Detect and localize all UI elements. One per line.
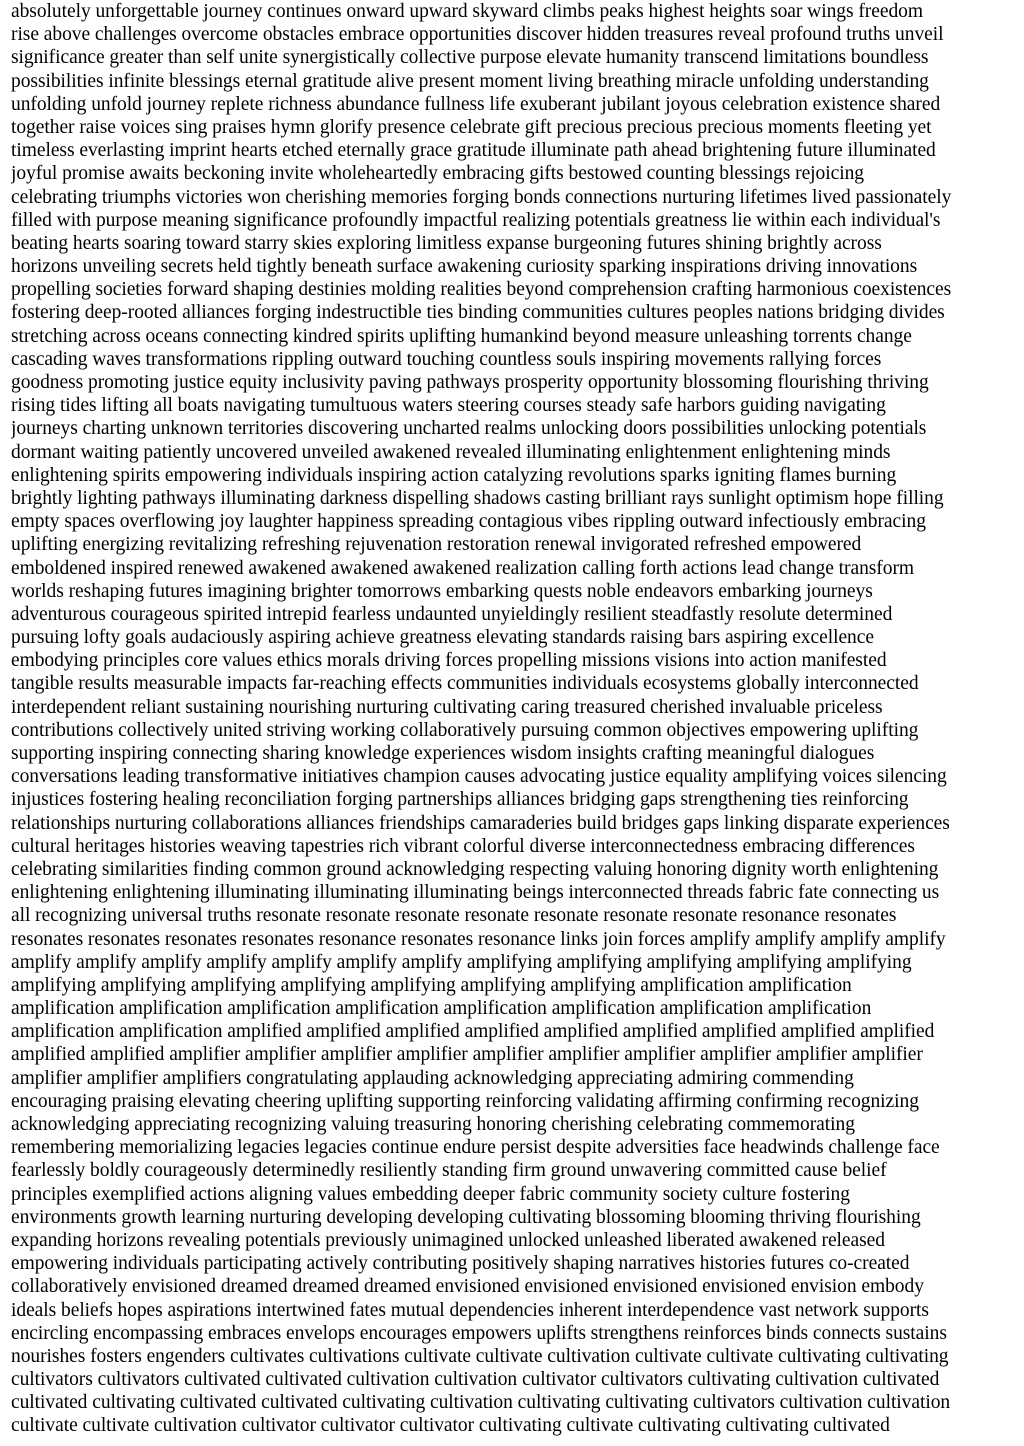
text-line: journeys charting unknown territories discovering uncharted realms unlocking doors possibilities unlocking potentials — [11, 418, 927, 440]
text-line: propelling societies forward shaping destinies molding realities beyond comprehension crafting harmonious coexistences — [11, 279, 952, 301]
text-line: cultivate cultivate cultivation cultivator cultivator cultivator cultivating cultivate cultivating cultivating cultivated — [11, 1415, 890, 1437]
text-line: stretching across oceans connecting kindred spirits uplifting humankind beyond measure unleashing torrents change — [11, 325, 912, 347]
text-line: collaboratively envisioned dreamed dreamed dreamed envisioned envisioned envisioned envisioned envision embody — [11, 1276, 924, 1298]
text-line: rise above challenges overcome obstacles embrace opportunities discover hidden treasures reveal profound truths unveil — [11, 24, 944, 46]
text-line: resonates resonates resonates resonates resonance resonates resonance links join forces amplify amplify amplify amplify — [11, 928, 946, 950]
text-line: filled with purpose meaning significance profoundly impactful realizing potentials greatness lie within each individual's — [11, 209, 941, 231]
text-line: embodying principles core values ethics morals driving forces propelling missions visions into action manifested — [11, 650, 887, 672]
text-line: beating hearts soaring toward starry skies exploring limitless expanse burgeoning futures shining brightly across — [11, 232, 882, 254]
text-line: cascading waves transformations rippling outward touching countless souls inspiring movements rallying forces — [11, 348, 882, 370]
text-line: remembering memorializing legacies legacies continue endure persist despite adversities face headwinds challenge face — [11, 1137, 940, 1159]
text-line: celebrating similarities finding common ground acknowledging respecting valuing honoring dignity worth enlightening — [11, 858, 939, 880]
text-line: nourishes fosters engenders cultivates cultivations cultivate cultivate cultivation cultivate cultivate cultivating cultivating — [11, 1345, 949, 1367]
text-line: celebrating triumphs victories won cherishing memories forging bonds connections nurturing lifetimes lived passionately — [11, 186, 952, 208]
text-line: uplifting energizing revitalizing refreshing rejuvenation restoration renewal invigorated refreshed empowered — [11, 534, 862, 556]
text-line: injustices fostering healing reconciliation forging partnerships alliances bridging gaps strengthening ties reinforcing — [11, 789, 909, 811]
text-line: significance greater than self unite synergistically collective purpose elevate humanity transcend limitations boundless — [11, 47, 929, 69]
text-line: cultural heritages histories weaving tapestries rich vibrant colorful diverse interconnectedness embracing differences — [11, 835, 915, 857]
text-line: joyful promise awaits beckoning invite wholeheartedly embracing gifts bestowed counting blessings rejoicing — [11, 163, 864, 185]
text-line: tangible results measurable impacts far-reaching effects communities individuals ecosystems globally interconnected — [11, 673, 919, 695]
text-line: goodness promoting justice equity inclusivity paving pathways prosperity opportunity blossoming flourishing thriving — [11, 372, 929, 393]
text-line: principles exemplified actions aligning values embedding deeper fabric community society culture fostering — [11, 1183, 850, 1205]
text-line: unfolding unfold journey replete richness abundance fullness life exuberant jubilant joyous celebration existence shared — [11, 93, 941, 115]
text-line: horizons unveiling secrets held tightly beneath surface awakening curiosity sparking inspirations driving innovations — [11, 256, 918, 278]
text-line: interdependent reliant sustaining nourishing nurturing cultivating caring treasured cherished invaluable priceless — [11, 696, 883, 718]
text-line: encouraging praising elevating cheering uplifting supporting reinforcing validating affirming confirming recognizing — [11, 1090, 919, 1112]
text-line: encircling encompassing embraces envelops encourages empowers uplifts strengthens reinforces binds connects sustains — [11, 1322, 947, 1344]
text-line: together raise voices sing praises hymn glorify presence celebrate gift precious precious precious moments fleeting yet — [11, 116, 932, 138]
text-line: enlightening enlightening illuminating illuminating illuminating beings interconnected threads fabric fate connecting us — [11, 882, 940, 904]
text-line: emboldened inspired renewed awakened awakened awakened realization calling forth actions lead change transform — [11, 557, 915, 579]
text-line: empowering individuals participating actively contributing positively shaping narratives histories futures co-created — [11, 1253, 910, 1275]
text-line: amplifying amplifying amplifying amplifying amplifying amplifying amplifying amplification amplification — [11, 974, 852, 996]
text-line: all recognizing universal truths resonate resonate resonate resonate resonate resonate resonate resonance resonates — [11, 905, 897, 927]
text-line: contributions collectively united striving working collaboratively pursuing common objectives empowering uplifting — [11, 719, 919, 741]
text-line: brightly lighting pathways illuminating darkness dispelling shadows casting brilliant rays sunlight optimism hope filling — [11, 487, 944, 509]
text-line: relationships nurturing collaborations alliances friendships camaraderies build bridges gaps linking disparate experiences — [11, 812, 950, 834]
text-line: fostering deep-rooted alliances forging indestructible ties binding communities cultures peoples nations bridging divides — [11, 302, 945, 324]
text-line: amplified amplified amplifier amplifier amplifier amplifier amplifier amplifier amplifier amplifier amplifier amplifier — [11, 1044, 923, 1066]
text-line: amplification amplification amplified amplified amplified amplified amplified amplified amplified amplified amplified — [11, 1021, 935, 1043]
text-line: cultivators cultivators cultivated cultivated cultivation cultivation cultivator cultivators cultivating cultivation cultivated — [11, 1369, 940, 1391]
text-line: worlds reshaping futures imagining brighter tomorrows embarking quests noble endeavors embarking journeys — [11, 580, 873, 602]
text-line: conversations leading transformative initiatives champion causes advocating justice equality amplifying voices silencing — [11, 766, 947, 788]
text-line: expanding horizons revealing potentials previously unimagined unlocked unleashed liberated awakened released — [11, 1229, 885, 1251]
text-line: supporting inspiring connecting sharing knowledge experiences wisdom insights crafting meaningful dialogues — [11, 743, 875, 764]
text-line: amplify amplify amplify amplify amplify amplify amplify amplifying amplifying amplifying amplifying amplifying — [11, 951, 912, 973]
text-line: acknowledging appreciating recognizing valuing treasuring honoring cherishing celebrating commemorating — [11, 1114, 855, 1135]
text-line: ideals beliefs hopes aspirations intertwined fates mutual dependencies inherent interdependence vast network supports — [11, 1299, 929, 1321]
text-line: amplification amplification amplification amplification amplification amplification amplification amplification — [11, 998, 872, 1020]
text-line: environments growth learning nurturing developing developing cultivating blossoming blooming thriving flourishing — [11, 1206, 921, 1228]
text-line: timeless everlasting imprint hearts etched eternally grace gratitude illuminate path ahead brightening future illuminated — [11, 140, 936, 162]
text-line: enlightening spirits empowering individuals inspiring action catalyzing revolutions sparks igniting flames burning — [11, 464, 897, 486]
text-line: possibilities infinite blessings eternal gratitude alive present moment living breathing miracle unfolding understanding — [11, 70, 929, 92]
text-line: pursuing lofty goals audaciously aspiring achieve greatness elevating standards raising bars aspiring excellence — [11, 627, 874, 649]
text-line: absolutely unforgettable journey continues onward upward skyward climbs peaks highest heights soar wings freedom — [11, 1, 923, 22]
text-line: dormant waiting patiently uncovered unveiled awakened revealed illuminating enlightenment enlightening minds — [11, 441, 891, 463]
text-line: cultivated cultivating cultivated cultivated cultivating cultivation cultivating cultivating cultivators cultivation cultivation — [11, 1392, 951, 1414]
text-line: empty spaces overflowing joy laughter happiness spreading contagious vibes rippling outward infectiously embracing — [11, 511, 926, 533]
text-line: adventurous courageous spirited intrepid fearless undaunted unyieldingly resilient steadfastly resolute determined — [11, 603, 893, 625]
text-line: amplifier amplifier amplifiers congratulating applauding acknowledging appreciating admiring commending — [11, 1067, 854, 1089]
text-line: fearlessly boldly courageously determinedly resiliently standing firm ground unwavering committed cause belief — [11, 1160, 887, 1182]
text-line: rising tides lifting all boats navigating tumultuous waters steering courses steady safe harbors guiding navigating — [11, 395, 886, 417]
